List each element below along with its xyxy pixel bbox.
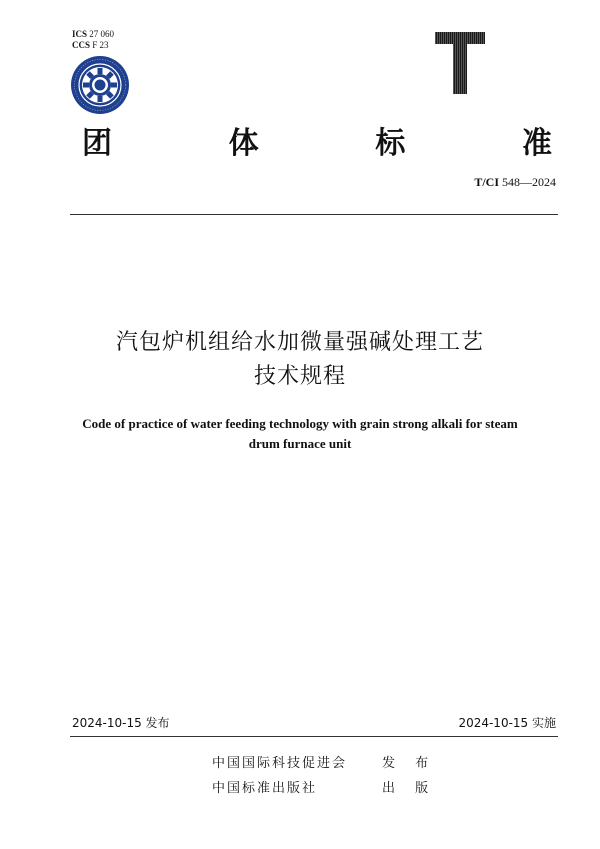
standard-number: T/CI 548—2024: [474, 175, 556, 189]
ics-code: ICS 27 060: [72, 29, 115, 39]
group-standard-mark: [435, 26, 485, 96]
publisher-org: 中国国际科技促进会: [212, 756, 348, 771]
heading-char: 团: [82, 126, 112, 161]
chinese-title: 汽包炉机组给水加微量强碱处理工艺 技术规程: [115, 330, 484, 389]
standard-type-heading: [82, 120, 552, 160]
issue-date: 2024-10-15 发布: [72, 716, 170, 730]
publisher-row: [212, 777, 442, 796]
publisher-role: 发 布: [382, 756, 437, 771]
heading-char: 准: [521, 126, 552, 161]
ccs-code: CCS F 23: [72, 40, 109, 50]
footer-divider: [70, 736, 558, 737]
publisher-role: 出 版: [382, 781, 437, 796]
classification-codes: [72, 29, 114, 51]
publisher-org: 中国标准出版社: [212, 781, 318, 796]
association-seal-icon: [70, 55, 130, 115]
english-title: Code of practice of water feeding technology with grain strong alkali for steam drum furnace unit: [82, 416, 518, 451]
publisher-row: [212, 752, 442, 771]
heading-char: 标: [375, 126, 406, 161]
heading-char: 体: [228, 126, 259, 161]
header-divider: [70, 214, 558, 215]
implementation-date: 2024-10-15 实施: [458, 716, 556, 730]
